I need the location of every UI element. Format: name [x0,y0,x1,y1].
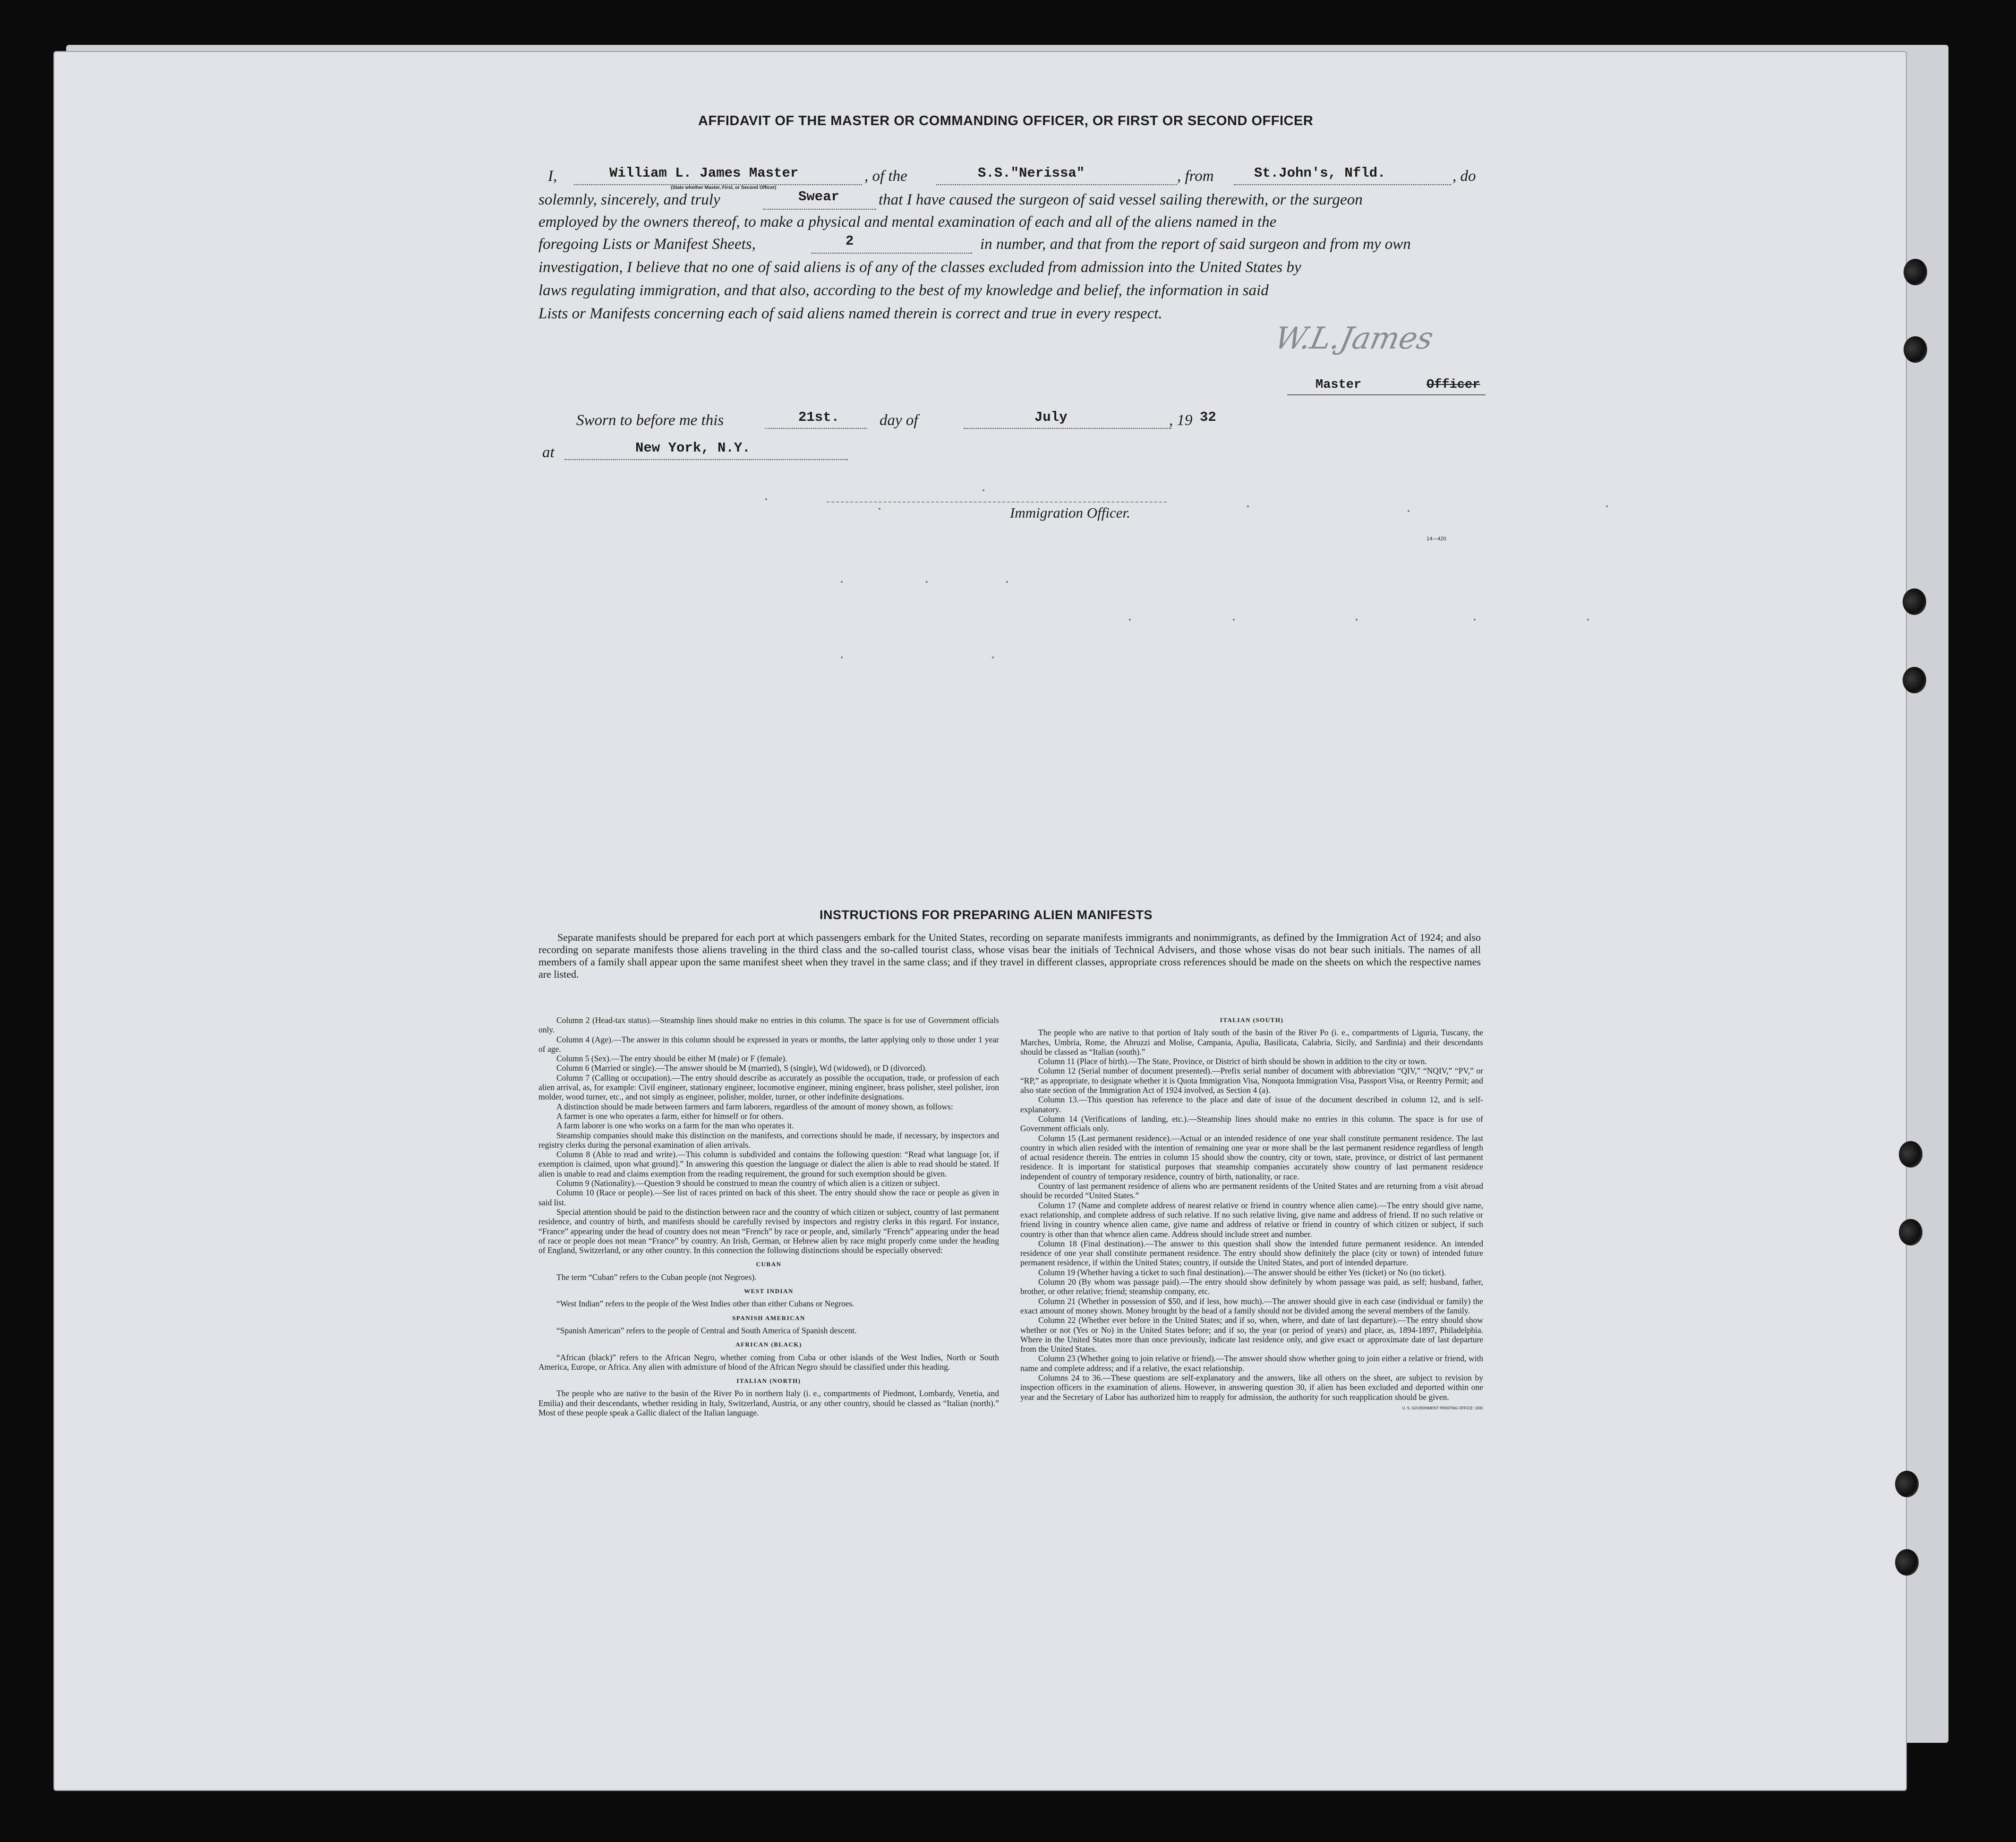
bleed-through-mark [1233,619,1235,621]
bleed-through-mark [926,581,928,583]
bleed-through-mark [1006,581,1008,583]
master-name-value: William L. James Master [609,165,799,181]
signer-title-value: Master [1316,378,1362,392]
sheets-field-line [812,253,972,254]
instruction-paragraph: Column 10 (Race or people).—See list of races printed on back of this sheet. The entry should show the race or people as given in said list. [538,1188,999,1207]
instruction-paragraph: Column 5 (Sex).—The entry should be either M (male) or F (female). [556,1054,787,1064]
text-in-number: in number, and that from the report of said surgeon and from my own [980,236,1411,253]
instruction-paragraph: Column 6 (Married or single).—The answer should be M (married), S (single), Wd (widowed), or D (divorced). [556,1063,927,1073]
instruction-paragraph: Column 8 (Able to read and write).—This column is subdivided and contains the following question: “Read what language [or, if exemption is claimed, upon what ground].” In answering this question the language or dialect the alien is able to read should be stated. If alien is unable to read and claims exemption from the reading requirement, the ground for such exemption should be given. [538,1150,999,1178]
instruction-paragraph: The people who are native to that portion of Italy south of the basin of the River Po (i. e., compartments of Liguria, Tuscany, the Marches, Umbria, Rome, the Abruzzi and Molise, Campania, Apulia, Basilicata, Calabria, Sicily, and Sardinia) and their descendants should be classed as “Italian (south).” [1020,1028,1483,1057]
binder-hole [1899,1219,1922,1245]
section-heading-african: AFRICAN (BLACK) [735,1341,802,1348]
text-year-prefix: , 19 [1169,412,1193,429]
section-heading-spanish-american: SPANISH AMERICAN [732,1314,805,1322]
binder-hole [1903,588,1926,615]
text-sworn: Sworn to before me this [576,412,724,429]
bleed-through-mark [1408,510,1409,512]
binder-hole [1895,1471,1919,1497]
oath-field-line [763,209,876,210]
binder-hole [1903,667,1926,693]
instructions-right-column [1020,1015,1483,1413]
vessel-field-line [936,184,1177,185]
master-signature: W.L.James [1272,321,1436,356]
year-value: 32 [1200,409,1216,425]
officer-signature-line [827,502,1167,503]
text-foregoing: foregoing Lists or Manifest Sheets, [538,236,756,253]
instruction-paragraph: Column 18 (Final destination).—The answer to this question shall show the intended future permanent residence. An intended residence of one year shall constitute permanent residence. The entry should show definitely the place (city or town) of intended future permanent residence, if within the United States; country, if outside the United States, and port of intended departure. [1020,1238,1483,1268]
port-field-line [1234,184,1451,185]
instruction-paragraph: Column 7 (Calling or occupation).—The entry should describe as accurately as possible the occupation, trade, or profession of each alien arrival, as, for example: Civil engineer, stationary engineer, locomotive engineer, mining engineer, brass polisher, steel polisher, iron molder, wood turner, etc., and not simply as engineer, polisher, molder, turner, or other indefinite designations. [538,1073,999,1102]
instruction-paragraph: The term “Cuban” refers to the Cuban people (not Negroes). [556,1272,757,1282]
form-number: 14—420 [1427,536,1446,542]
port-value: St.John's, Nfld. [1254,165,1386,181]
bleed-through-mark [1247,505,1249,507]
instruction-paragraph: Column 14 (Verifications of landing, etc.).—Steamship lines should make no entries in this column. The space is for use of Government officials only. [1020,1114,1483,1134]
instruction-paragraph: Column 9 (Nationality).—Question 9 should be construed to mean the country of which alien is a citizen or subject. [556,1178,940,1188]
bleed-through-mark [841,657,843,658]
day-field-line [765,428,867,429]
instruction-paragraph: Column 22 (Whether ever before in the United States; and if so, when, where, and date of last departure).—The entry should show whether or not (Yes or No) in the United States before; and if so, the year (or period of years) and place, as, 1894-1897, Philadelphia. Where in the United States more than once previously, indicate last residence only, and give exact or approximate date of last departure from the United States. [1020,1315,1483,1354]
instruction-paragraph: “Spanish American” refers to the people of Central and South America of Spanish descent. [556,1325,857,1335]
bleed-through-mark [765,498,767,500]
text-solemnly: solemnly, sincerely, and truly [538,191,720,208]
section-heading-italian-north: ITALIAN (NORTH) [736,1377,801,1385]
bleed-through-mark [1587,619,1589,621]
instruction-paragraph: “West Indian” refers to the people of the West Indies other than either Cubans or Negroes. [556,1299,854,1309]
binder-hole [1904,336,1927,363]
text-laws: laws regulating immigration, and that also, according to the best of my knowledge and belief, the information in said [538,282,1269,299]
place-value: New York, N.Y. [635,440,751,456]
instruction-paragraph: Column 4 (Age).—The answer in this column should be expressed in years or months, the latter applying only to those under 1 year of age. [538,1034,999,1054]
binder-hole [1904,259,1927,285]
sheets-value: 2 [846,233,854,249]
affidavit-title: AFFIDAVIT OF THE MASTER OR COMMANDING OFFICER, OR FIRST OR SECOND OFFICER [698,113,1314,128]
text-day-of: day of [880,412,918,429]
instruction-paragraph: Special attention should be paid to the distinction between race and the country of which citizen or subject, country of last permanent residence, and country of birth, and manifests should be carefully revised by inspectors and registry clerks in this regard. For instance, “France” appearing under the head of country does not mean “French” by race or people, and, similarly “French” appearing under the head of race or people does not mean “France” by country. An Irish, German, or Hebrew alien by race might properly come under the heading of England, Switzerland, or any other country. In this connection the following distinctions should be especially observed: [538,1207,999,1255]
text-do: , do [1452,168,1476,185]
vessel-value: S.S."Nerissa" [978,165,1085,181]
printer-imprint: U. S. GOVERNMENT PRINTING OFFICE: 1931 [1402,1406,1483,1410]
section-heading-west-indian: WEST INDIAN [744,1288,794,1295]
bleed-through-mark [1356,619,1358,621]
instruction-paragraph: Column 17 (Name and complete address of nearest relative or friend in country whence alien came).—The entry should give name, exact relationship, and complete address of such relative. If no such relative living, give name and address of friend. If no such relative or friend living in country whence alien came, give name and address of relative or friend in country of which citizen or subject, if such country is other than that whence alien came. Address should include street and number. [1020,1200,1483,1239]
bleed-through-mark [879,508,880,510]
instruction-paragraph: Column 13.—This question has reference to the place and date of issue of the document described in column 12, and is self-explanatory. [1020,1095,1483,1114]
instruction-paragraph: Column 12 (Serial number of document presented).—Prefix serial number of document with abbreviation “QIV,” “NQIV,” “PV,” or “RP,” as appropriate, to designate whether it is Quota Immigration Visa, Nonquota Immigration Visa, Passport Visa, or Reentry Permit; and also state section of the Immigration Act of 1924 involved, as Section 4 (a). [1020,1066,1483,1095]
instruction-paragraph: Column 19 (Whether having a ticket to such final destination).—The answer should be either Yes (ticket) or No (no ticket). [1038,1267,1446,1277]
instructions-left-column [538,1015,999,1417]
instruction-paragraph: A farmer is one who operates a farm, either for himself or for others. [556,1111,784,1121]
instruction-paragraph: A farm laborer is one who works on a farm for the man who operates it. [556,1121,794,1131]
binder-hole [1895,1549,1919,1576]
immigration-officer-label: Immigration Officer. [1010,504,1130,521]
oath-value: Swear [798,189,840,205]
instruction-paragraph: Steamship companies should make this distinction on the manifests, and corrections should be made, if necessary, by inspectors and registry clerks during the personal examination of alien arrivals. [538,1130,999,1150]
text-surgeon: that I have caused the surgeon of said vessel sailing therewith, or the surgeon [879,191,1363,208]
bleed-through-mark [982,489,984,491]
rank-note: (State whether Master, First, or Second Officer) [671,185,777,190]
section-heading-italian-south: ITALIAN (SOUTH) [1220,1016,1284,1023]
text-employed: employed by the owners thereof, to make a physical and mental examination of each and all of the aliens named in the [538,213,1277,230]
instruction-paragraph: Column 23 (Whether going to join relative or friend).—The answer should show whether going to join either a relative or friend, with name and complete address; and if a relative, the exact relationship. [1020,1354,1483,1373]
instruction-paragraph: Column 2 (Head-tax status).—Steamship lines should make no entries in this column. The space is for use of Government officials only. [538,1015,999,1035]
month-value: July [1034,409,1068,425]
text-lists: Lists or Manifests concerning each of said aliens named therein is correct and true in every respect. [538,305,1162,322]
struck-officer-text: Officer [1427,378,1480,392]
text-of-the: , of the [864,168,907,185]
text-at: at [542,444,555,461]
text-from: , from [1177,168,1214,185]
instruction-paragraph: The people who are native to the basin of the River Po in northern Italy (i. e., compartments of Piedmont, Lombardy, Venetia, and Emilia) and their descendants, whether residing in Italy, Switzerland, Austria, or any other country, should be classed as “Italian (north).” Most of these people speak a Gallic dialect of the Italian language. [538,1389,999,1417]
month-field-line [964,428,1171,429]
bleed-through-mark [1474,619,1476,621]
instructions-title: INSTRUCTIONS FOR PREPARING ALIEN MANIFESTS [820,908,1153,922]
text-i: I, [548,168,557,185]
binder-hole [1899,1141,1922,1168]
instruction-paragraph: Column 15 (Last permanent residence).—Actual or an intended residence of one year shall constitute permanent residence. The last country in which alien resided with the intention of remaining one year or more shall be the last permanent residence regardless of length of actual residence therein. The entries in column 15 should show the country, city or town, state, province, or district of last permanent residence. It is important for statistical purposes that steamship companies accurately show country of last permanent residence independent of country of temporary residence, country of birth, nationality, or race. [1020,1133,1483,1181]
instruction-paragraph: Column 11 (Place of birth).—The State, Province, or District of birth should be shown in addition to the city or town. [1038,1057,1427,1066]
instruction-paragraph: “African (black)” refers to the African Negro, whether coming from Cuba or other islands of the West Indies, North or South America, Europe, or Africa. Any alien with admixture of blood of the African Negro should be classified under this heading. [538,1352,999,1372]
text-investigation: investigation, I believe that no one of said aliens is of any of the classes excluded from admission into the United States by [538,259,1301,276]
instruction-paragraph: Column 20 (By whom was passage paid).—The entry should show definitely by whom passage was paid, as self; husband, father, brother, or other relative; friend; steamship company, etc. [1020,1277,1483,1296]
place-field-line [564,459,848,460]
signature-line [1287,394,1486,395]
bleed-through-mark [992,657,994,658]
bleed-through-mark [1606,505,1608,507]
bleed-through-mark [1129,619,1131,621]
instruction-paragraph: A distinction should be made between farmers and farm laborers, regardless of the amount of money shown, as follows: [556,1101,953,1111]
instructions-intro: Separate manifests should be prepared for each port at which passengers embark for the United States, recording on separate manifests immigrants and nonimmigrants, as defined by the Immigration Act of 1924; and also recording on separate manifests those aliens traveling in the third class and the so-called tourist class, whose visas bear the initials of Technical Advisers, and those whose visas do not bear such initials. The names of all members of a family shall appear upon the same manifest sheet when they travel in the same class; and if they travel in different classes, appropriate cross references should be made on the sheets on which the respective names are listed. [538,931,1481,980]
bleed-through-mark [841,581,843,583]
instruction-paragraph: Columns 24 to 36.—These questions are self-explanatory and the answers, like all others on the sheet, are subject to revision by inspection officers in the examination of aliens. However, in answering question 30, if alien has been excluded and deported within one year and the Secretary of Labor has authorized him to reapply for admission, the authority for such reapplication should be given. [1020,1373,1483,1402]
instruction-paragraph: Country of last permanent residence of aliens who are permanent residents of the United States and are returning from a visit abroad should be recorded “United States.” [1020,1181,1483,1201]
day-value: 21st. [798,409,840,425]
section-heading-cuban: CUBAN [756,1261,782,1268]
instruction-paragraph: Column 21 (Whether in possession of $50, and if less, how much).—The answer should give in each case (individual or family) the exact amount of money shown. Money brought by the head of a family should not be divided among the several members of the family. [1020,1296,1483,1315]
